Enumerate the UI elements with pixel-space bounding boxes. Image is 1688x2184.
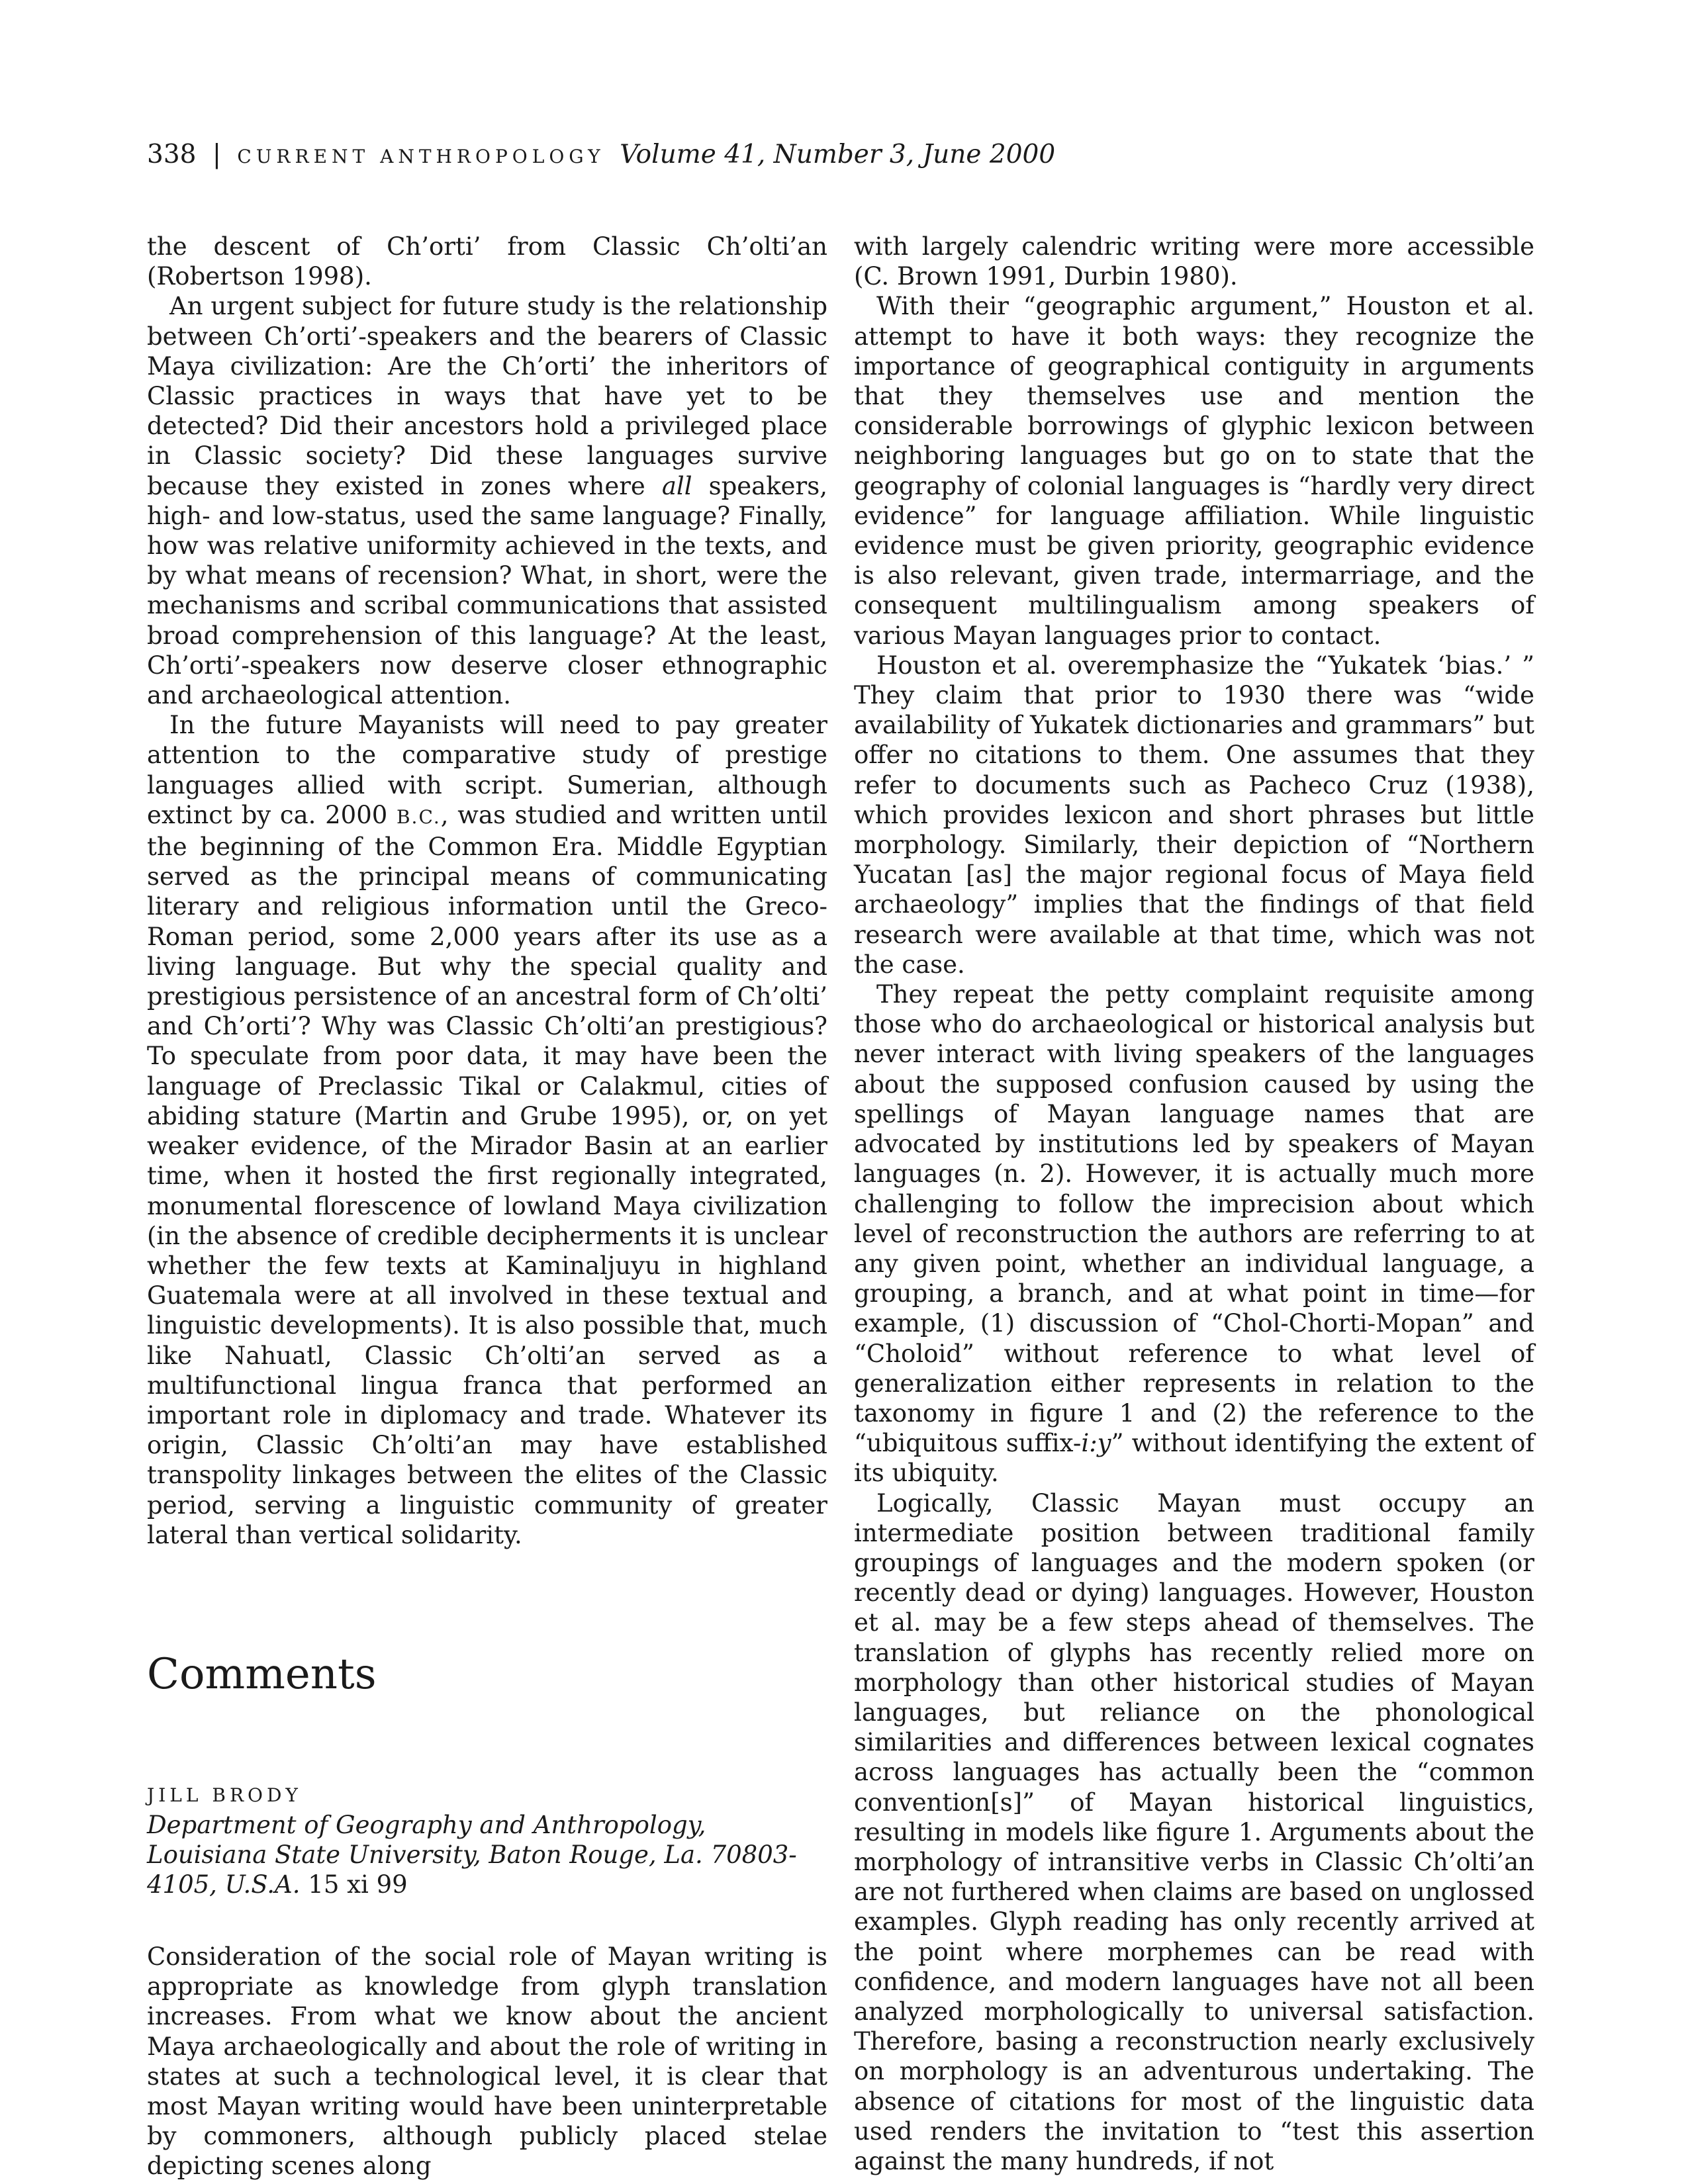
- emphasis: all: [661, 471, 692, 500]
- era-abbreviation: B.C.: [396, 805, 441, 828]
- left-column: [147, 232, 827, 2181]
- page-number: 338: [147, 140, 197, 169]
- right-column: [854, 232, 1534, 2176]
- paragraph: Consideration of the social role of Mayan writing is appropriate as knowledge from glyph translation increases. From what we know about the ancient Maya archaeologically and about the role of writing in states at such a technological level, it is clear that most Mayan writing would have been uninterpretable by commoners, although publicly placed stelae depicting scenes along: [147, 1942, 827, 2181]
- paragraph: Houston et al. overemphasize the “Yukatek ‘bias.’ ” They claim that prior to 1930 there was “wide availability of Yukatek dictionaries and grammars” but offer no citations to them. One assumes that they refer to documents such as Pacheco Cruz (1938), which provides lexicon and short phrases but little morphology. Similarly, their depiction of “Northern Yucatan [as] the major regional focus of Maya field archaeology” implies that the findings of that field research were available at that time, which was not the case.: [854, 651, 1534, 979]
- paragraph: They repeat the petty complaint requisite among those who do archaeological or historical analysis but never interact with living speakers of the languages about the supposed confusion caused by using the spellings of Mayan language names that are advocated by institutions led by speakers of Mayan languages (n. 2). However, it is actually much more challenging to follow the imprecision about which level of reconstruction the authors are referring to at any given point, whether an individual language, a grouping, a branch, and at what point in time—for example, (1) discussion of “Chol-Chorti-Mopan” and “Choloid” without reference to what level of generalization either represents in relation to the taxonomy in figure 1 and (2) the reference to the “ubiquitous suffix-i:y” without identifying the extent of its ubiquity.: [854, 980, 1534, 1488]
- paragraph: with largely calendric writing were more accessible (C. Brown 1991, Durbin 1980).: [854, 232, 1534, 291]
- comment-date: 15 xi 99: [308, 1870, 408, 1899]
- header-separator: |: [212, 140, 221, 169]
- paragraph: An urgent subject for future study is the relationship between Ch’orti’-speakers and the bearers of Classic Maya civilization: Are the Ch’orti’ the inheritors of Classic practices in ways that have yet to be detected? Did their ancestors hold a privileged place in Classic society? Did these languages survive because they existed in zones where all speakers, high- and low-status, used the same language? Finally, how was relative uniformity achieved in the texts, and by what means of recension? What, in short, were the mechanisms and scribal communications that assisted broad comprehension of this language? At the least, Ch’orti’-speakers now deserve closer ethnographic and archaeological attention.: [147, 292, 827, 710]
- paragraph: With their “geographic argument,” Houston et al. attempt to have it both ways: they recognize the importance of geographical contiguity in arguments that they themselves use and mention the considerable borrowings of glyphic lexicon between neighboring languages but go on to state that the geography of colonial languages is “hardly very direct evidence” for language affiliation. While linguistic evidence must be given priority, geographic evidence is also relevant, given trade, intermarriage, and the consequent multilingualism among speakers of various Mayan languages prior to contact.: [854, 292, 1534, 650]
- section-heading: Comments: [147, 1649, 377, 1699]
- commenter-name: JILL BRODY: [147, 1784, 302, 1806]
- journal-title: CURRENT ANTHROPOLOGY: [237, 146, 605, 167]
- running-head: [147, 136, 1550, 175]
- paragraph: the descent of Ch’orti’ from Classic Ch’olti’an (Robertson 1998).: [147, 232, 827, 291]
- emphasis: i:y: [1081, 1429, 1111, 1458]
- commenter-affiliation: Department of Geography and Anthropology, Louisiana State University, Baton Rouge, La. 70803- 4105, U.S.A. 15 xi 99: [147, 1810, 797, 1899]
- issue-info: Volume 41, Number 3, June 2000: [620, 140, 1056, 169]
- paragraph: Logically, Classic Mayan must occupy an intermediate position between traditional family groupings of languages and the modern spoken (or recently dead or dying) languages. However, Houston et al. may be a few steps ahead of themselves. The translation of glyphs has recently relied more on morphology than other historical studies of Mayan languages, but reliance on the phonological similarities and differences between lexical cognates across languages has actually been the “common convention[s]” of Mayan historical linguistics, resulting in models like figure 1. Arguments about the morphology of intransitive verbs in Classic Ch’olti’an are not furthered when claims are based on unglossed examples. Glyph reading has only recently arrived at the point where morphemes can be read with confidence, and modern languages have not all been analyzed morphologically to universal satisfaction. Therefore, basing a reconstruction nearly exclusively on morphology is an adventurous undertaking. The absence of citations for most of the linguistic data used renders the invitation to “test this assertion against the many hundreds, if not: [854, 1488, 1534, 2175]
- paragraph: In the future Mayanists will need to pay greater attention to the comparative study of prestige languages allied with script. Sumerian, although extinct by ca. 2000 B.C., was studied and written until the beginning of the Common Era. Middle Egyptian served as the principal means of communicating literary and religious information until the Greco-Roman period, some 2,000 years after its use as a living language. But why the special quality and prestigious persistence of an ancestral form of Ch’olti’ and Ch’orti’? Why was Classic Ch’olti’an prestigious? To speculate from poor data, it may have been the language of Preclassic Tikal or Calakmul, cities of abiding stature (Martin and Grube 1995), or, on yet weaker evidence, of the Mirador Basin at an earlier time, when it hosted the first regionally integrated, monumental florescence of lowland Maya civilization (in the absence of credible decipherments it is unclear whether the few texts at Kaminaljuyu in highland Guatemala were at all involved in these textual and linguistic developments). It is also possible that, much like Nahuatl, Classic Ch’olti’an served as a multifunctional lingua franca that performed an important role in diplomacy and trade. Whatever its origin, Classic Ch’olti’an may have established transpolity linkages between the elites of the Classic period, serving a linguistic community of greater lateral than vertical solidarity.: [147, 711, 827, 1549]
